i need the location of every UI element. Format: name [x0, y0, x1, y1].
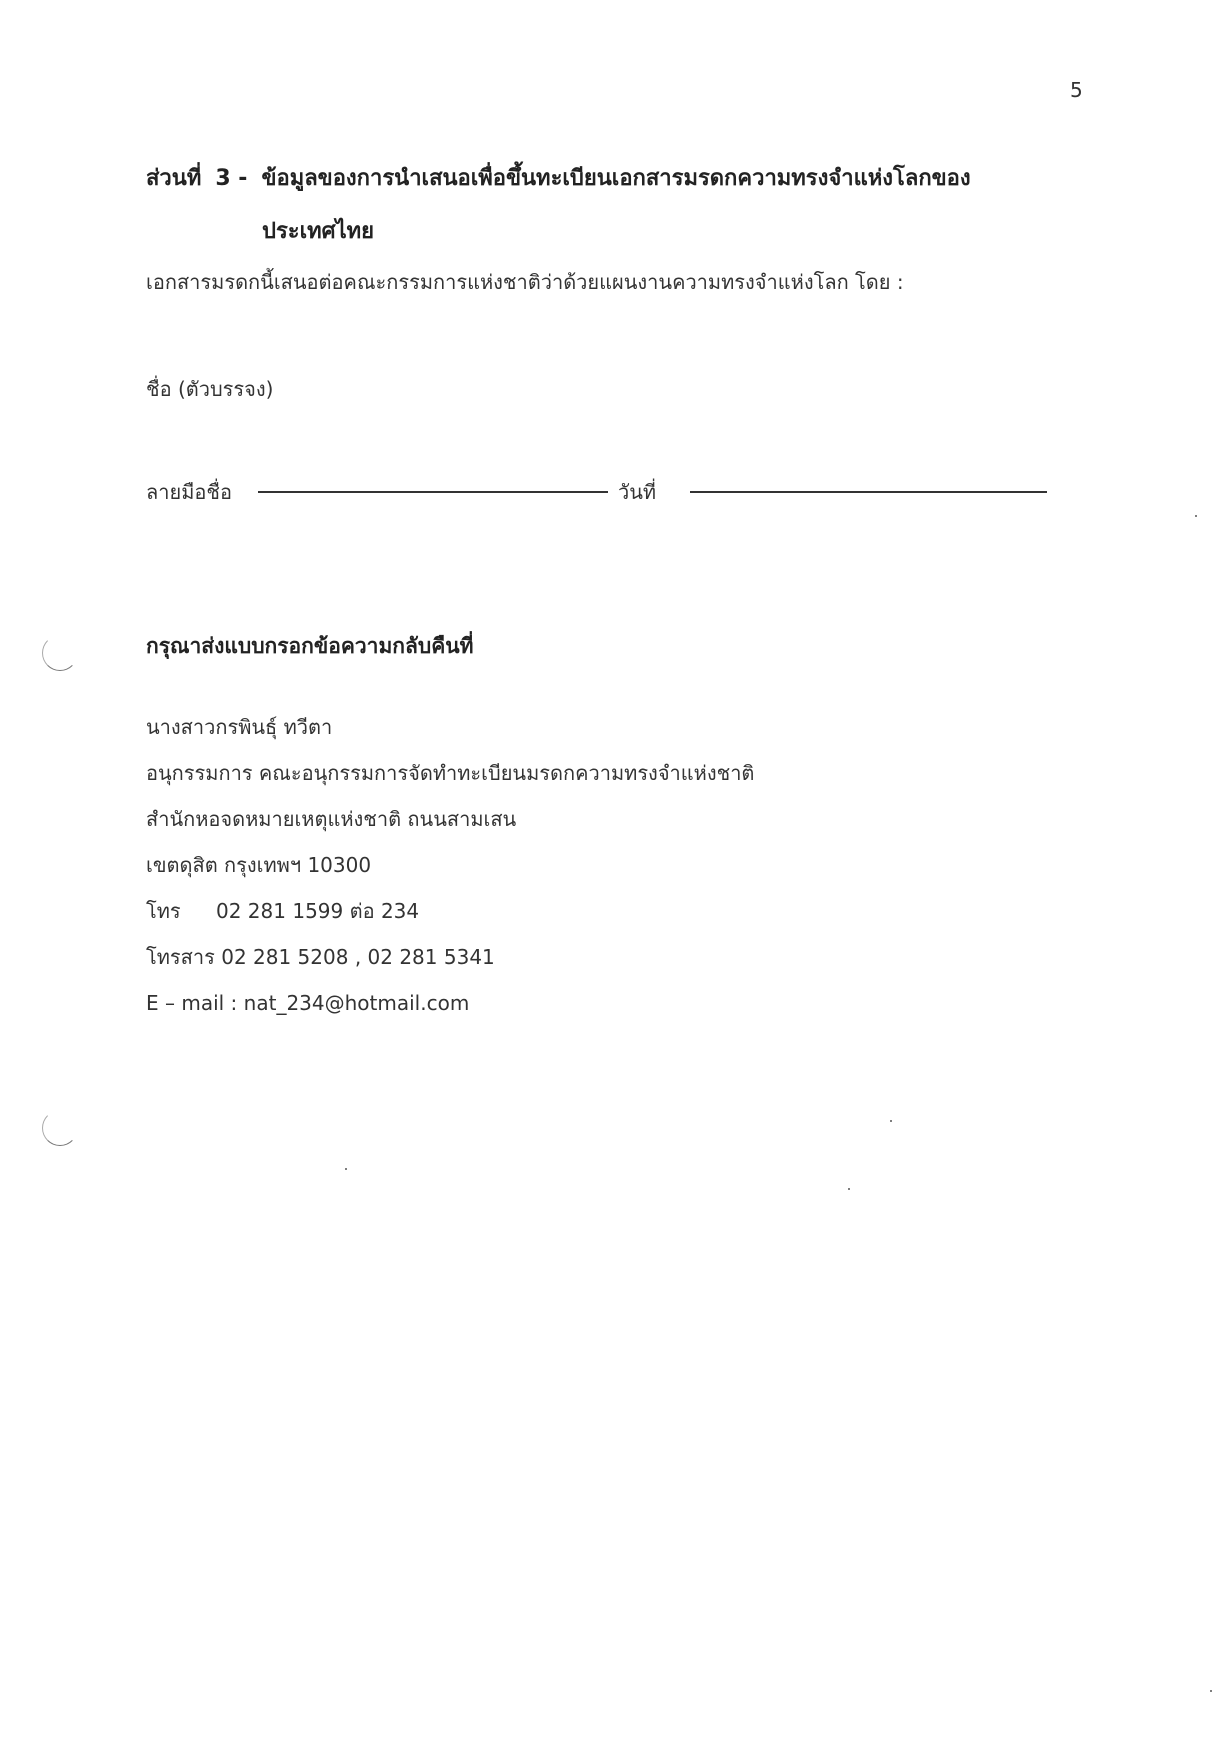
- section-title: ข้อมูลของการนำเสนอเพื่อขึ้นทะเบียนเอกสารมรดกความทรงจำแห่งโลกของ: [261, 166, 971, 191]
- contact-fax-row: [146, 934, 754, 980]
- page-number: 5: [1070, 78, 1083, 102]
- contact-position: อนุกรรมการ คณะอนุกรรมการจัดทำทะเบียนมรดกความทรงจำแห่งชาติ: [146, 761, 755, 785]
- name-label: ชื่อ (ตัวบรรจง): [146, 377, 274, 401]
- date-line[interactable]: [690, 491, 1047, 493]
- punch-hole-mark: [42, 1110, 78, 1146]
- scan-speck: [848, 1188, 850, 1190]
- fax-label: โทรสาร: [146, 945, 215, 969]
- contact-name: นางสาวกรพินธุ์ ทวีตา: [146, 715, 333, 739]
- contact-phone-row: [146, 888, 754, 934]
- contact-district: เขตดุสิต กรุงเทพฯ 10300: [146, 853, 372, 877]
- phone-value: 02 281 1599 ต่อ 234: [216, 899, 420, 923]
- contact-block: [146, 704, 754, 1026]
- scan-speck: [890, 1120, 892, 1122]
- return-heading: กรุณาส่งแบบกรอกข้อความกลับคืนที่: [146, 634, 474, 658]
- scan-speck: [1210, 1690, 1212, 1692]
- signature-label: ลายมือชื่อ: [146, 480, 232, 504]
- scan-speck: [1195, 515, 1197, 517]
- email-value[interactable]: nat_234@hotmail.com: [243, 991, 470, 1015]
- phone-label: โทร: [146, 899, 181, 923]
- section-label: ส่วนที่: [146, 166, 202, 191]
- contact-email-row: [146, 980, 754, 1026]
- section-number: 3 -: [215, 166, 248, 191]
- punch-hole-mark: [42, 635, 78, 671]
- intro-text: เอกสารมรดกนี้เสนอต่อคณะกรรมการแห่งชาติว่าด้วยแผนงานความทรงจำแห่งโลก โดย :: [146, 270, 904, 294]
- section-heading: [146, 160, 971, 195]
- section-title-continuation: ประเทศไทย: [262, 219, 375, 244]
- date-label: วันที่: [618, 480, 657, 504]
- signature-line[interactable]: [258, 491, 608, 493]
- email-label: E – mail :: [146, 991, 238, 1015]
- scan-speck: [345, 1168, 347, 1170]
- contact-office: สำนักหอจดหมายเหตุแห่งชาติ ถนนสามเสน: [146, 807, 517, 831]
- fax-value: 02 281 5208 , 02 281 5341: [221, 945, 495, 969]
